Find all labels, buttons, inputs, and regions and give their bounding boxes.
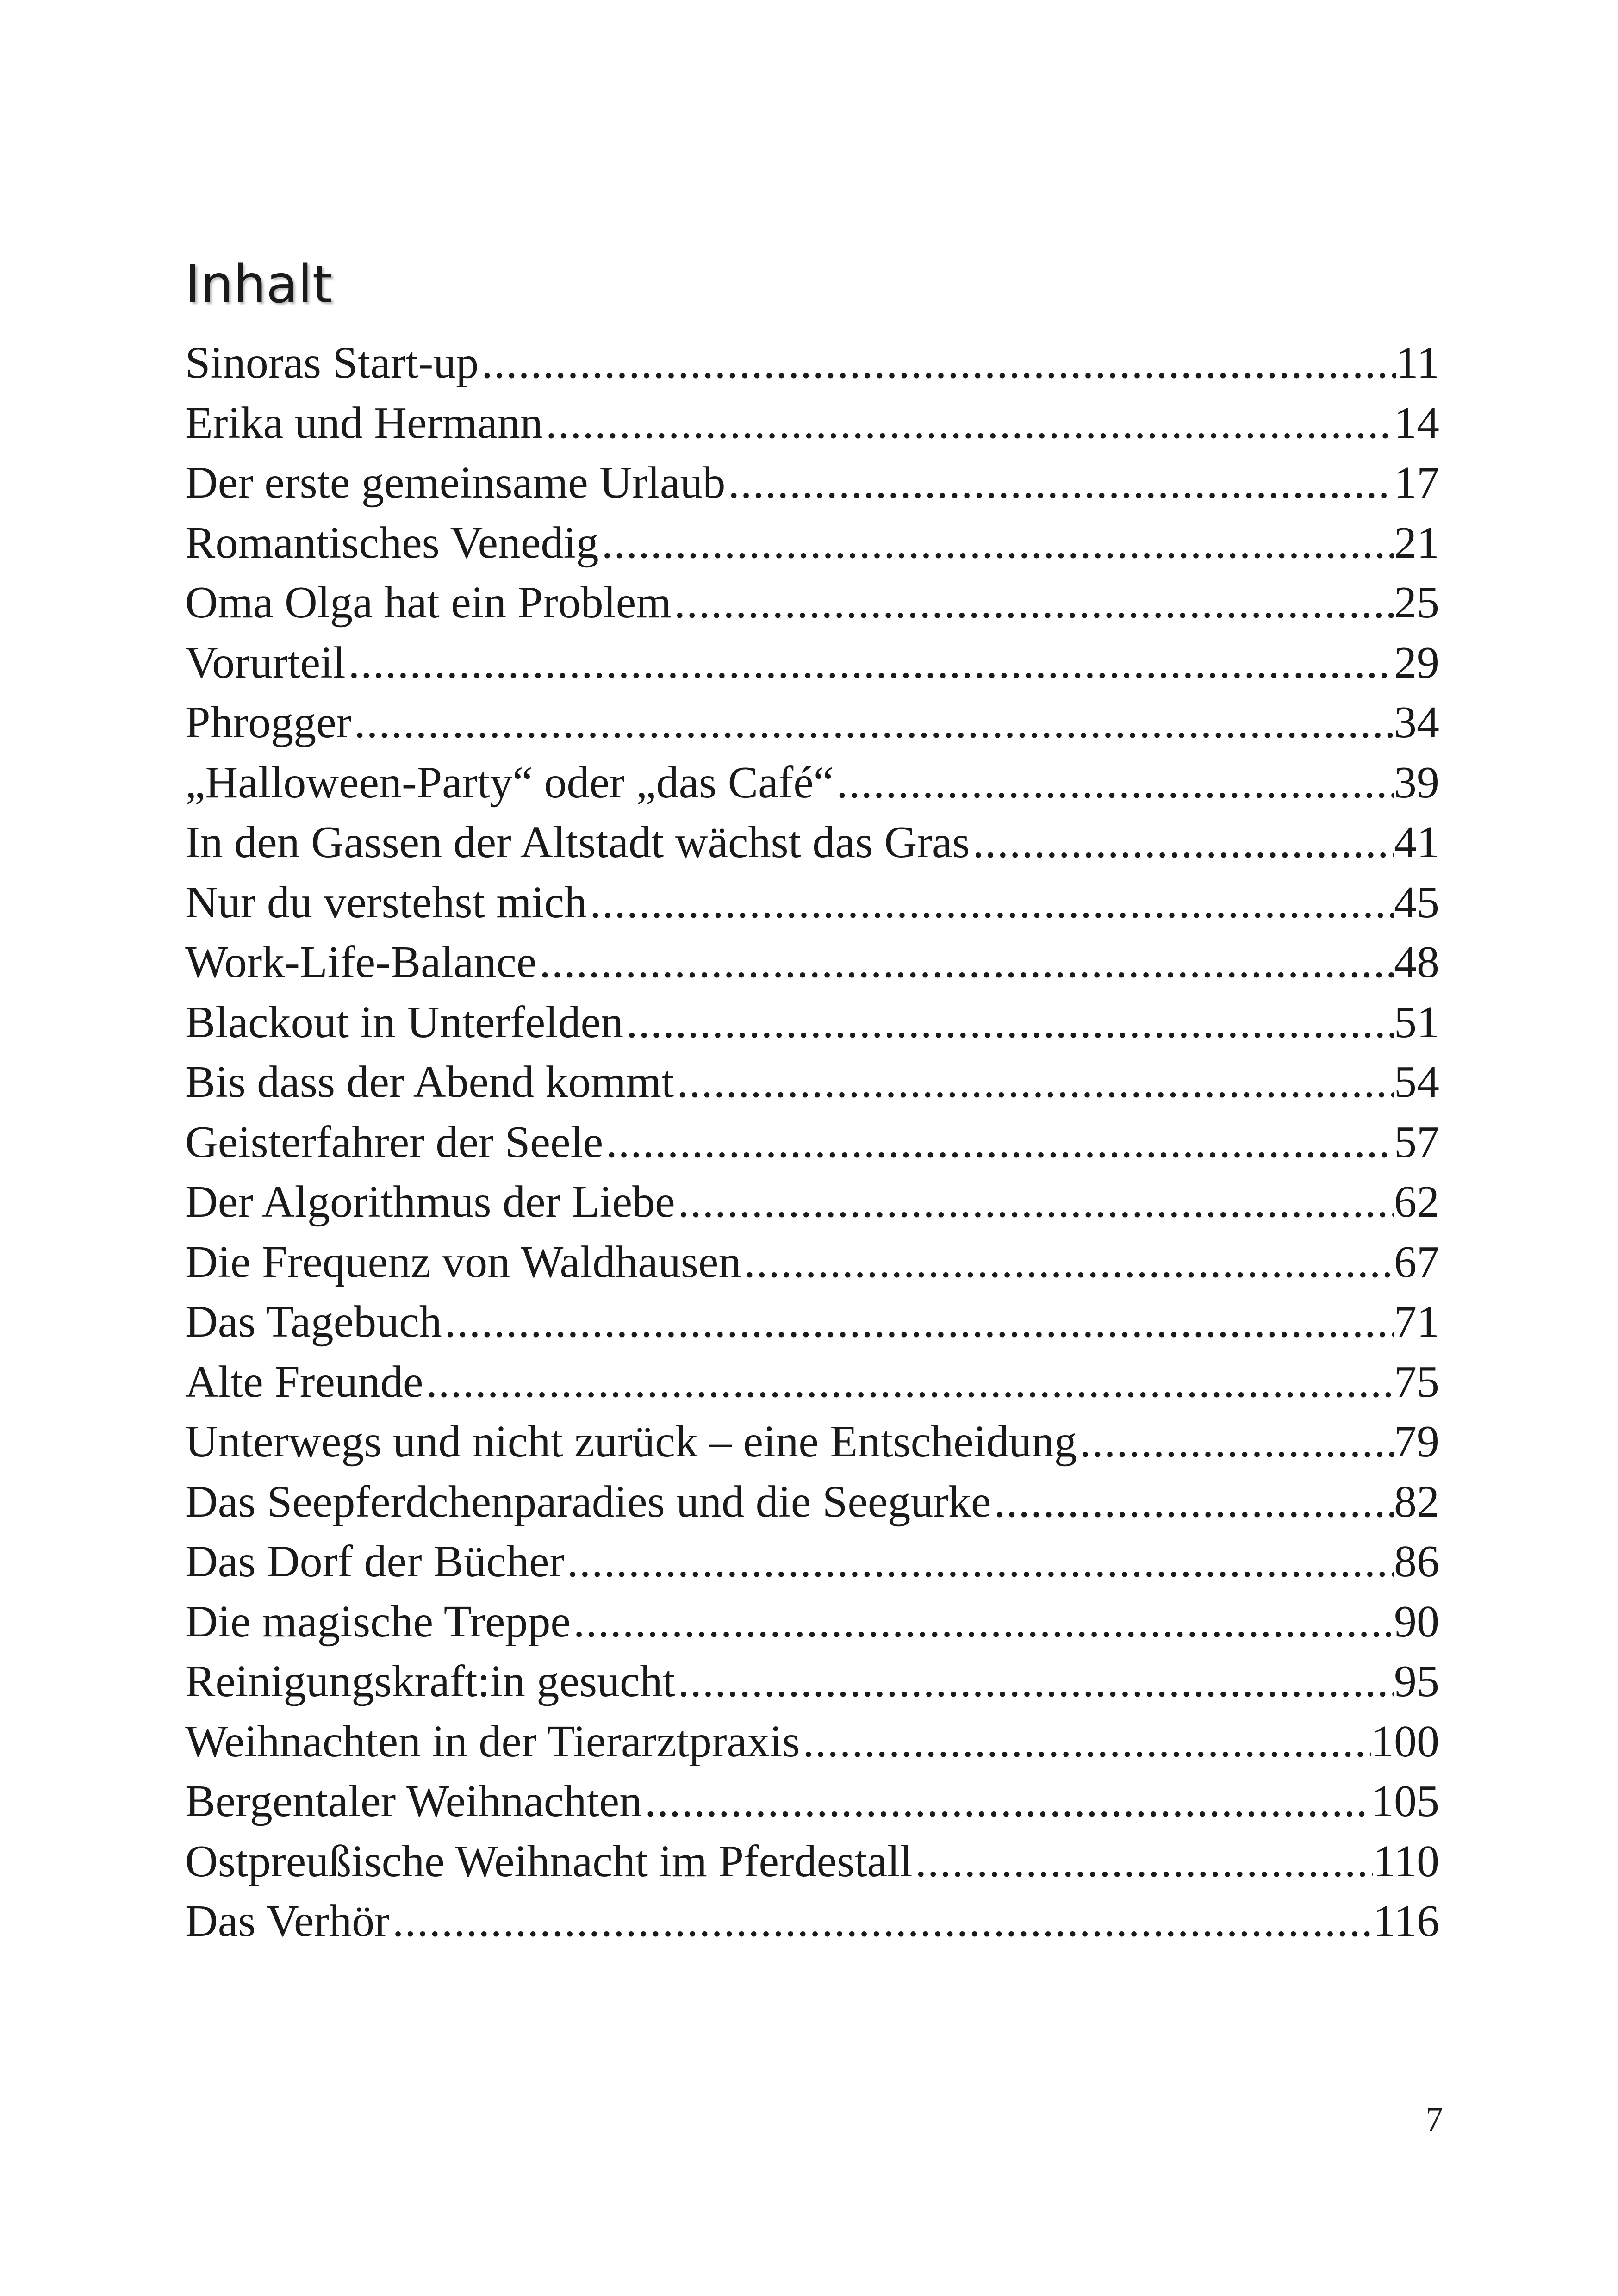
toc-entry xyxy=(185,1592,1439,1652)
toc-entry xyxy=(185,693,1439,753)
toc-entry-title: Reinigungskraft:in gesucht xyxy=(185,1656,675,1706)
toc-entry xyxy=(185,1052,1439,1113)
toc-entry-title: Weihnachten in der Tierarztpraxis xyxy=(185,1716,800,1767)
toc-entry-page: 17 xyxy=(1394,458,1439,508)
toc-entry-page: 25 xyxy=(1394,578,1439,628)
toc-entry xyxy=(185,1232,1439,1293)
toc-entry-title: Vorurteil xyxy=(185,637,346,688)
toc-entry-title: Ostpreußische Weihnacht im Pferdestall xyxy=(185,1836,913,1886)
dot-leader xyxy=(834,753,1394,813)
toc-entry-page: 67 xyxy=(1394,1237,1439,1287)
dot-leader xyxy=(423,1352,1394,1412)
dot-leader xyxy=(725,453,1394,513)
toc-entry xyxy=(185,1412,1439,1472)
toc-entry-title: Das Verhör xyxy=(185,1896,390,1946)
toc-entry-title: Alte Freunde xyxy=(185,1356,423,1407)
page-number: 7 xyxy=(1425,2100,1443,2139)
toc-entry-page: 29 xyxy=(1394,637,1439,688)
toc-entry xyxy=(185,753,1439,813)
toc-entry xyxy=(185,1172,1439,1232)
toc-entry-page: 51 xyxy=(1394,997,1439,1047)
toc-entry xyxy=(185,393,1439,454)
toc-entry-page: 62 xyxy=(1394,1177,1439,1227)
dot-leader xyxy=(675,1172,1394,1232)
toc-entry xyxy=(185,1772,1439,1832)
toc-entry-title: Erika und Hermann xyxy=(185,398,543,448)
toc-entry xyxy=(185,1113,1439,1173)
toc-entry-title: Sinoras Start-up xyxy=(185,338,479,388)
toc-entry-page: 100 xyxy=(1371,1716,1439,1767)
toc-entry-title: „Halloween-Party“ oder „das Café“ xyxy=(185,757,834,808)
toc-entry-title: Bergentaler Weihnachten xyxy=(185,1776,642,1826)
toc-entry xyxy=(185,573,1439,633)
toc-entry-title: Romantisches Venedig xyxy=(185,517,599,568)
dot-leader xyxy=(913,1832,1373,1892)
toc-entry-page: 110 xyxy=(1373,1836,1439,1886)
dot-leader xyxy=(571,1592,1394,1652)
dot-leader xyxy=(564,1532,1394,1592)
toc-entry xyxy=(185,1832,1439,1892)
toc-entry-page: 82 xyxy=(1394,1476,1439,1527)
dot-leader xyxy=(442,1292,1394,1352)
toc-entry xyxy=(185,1532,1439,1592)
toc-entry xyxy=(185,633,1439,693)
toc-entry-page: 39 xyxy=(1394,757,1439,808)
toc-entry-title: Der Algorithmus der Liebe xyxy=(185,1177,675,1227)
dot-leader xyxy=(642,1772,1371,1832)
toc-entry-page: 75 xyxy=(1394,1356,1439,1407)
table-of-contents xyxy=(185,333,1439,1952)
toc-entry-title: Bis dass der Abend kommt xyxy=(185,1057,674,1107)
toc-entry-page: 71 xyxy=(1394,1297,1439,1347)
toc-entry-page: 45 xyxy=(1394,877,1439,927)
toc-entry-title: Work-Life-Balance xyxy=(185,937,537,987)
dot-leader xyxy=(599,513,1394,573)
toc-entry-page: 105 xyxy=(1371,1776,1439,1826)
toc-entry-page: 41 xyxy=(1394,817,1439,867)
toc-entry xyxy=(185,1652,1439,1712)
toc-entry-title: Der erste gemeinsame Urlaub xyxy=(185,458,726,508)
dot-leader xyxy=(536,933,1394,993)
toc-entry-page: 116 xyxy=(1373,1896,1439,1946)
toc-entry-title: Die magische Treppe xyxy=(185,1596,571,1647)
toc-entry xyxy=(185,1712,1439,1772)
dot-leader xyxy=(543,393,1394,454)
dot-leader xyxy=(674,1052,1394,1113)
dot-leader xyxy=(741,1232,1394,1293)
toc-entry xyxy=(185,333,1439,393)
toc-entry xyxy=(185,1892,1439,1952)
toc-entry-page: 79 xyxy=(1394,1417,1439,1467)
toc-entry-page: 34 xyxy=(1394,697,1439,747)
toc-entry-page: 48 xyxy=(1394,937,1439,987)
toc-entry-page: 86 xyxy=(1394,1537,1439,1587)
toc-entry-title: Phrogger xyxy=(185,697,352,747)
dot-leader xyxy=(603,1113,1394,1173)
dot-leader xyxy=(672,573,1394,633)
toc-entry xyxy=(185,813,1439,873)
toc-entry-page: 21 xyxy=(1394,517,1439,568)
dot-leader xyxy=(587,873,1394,933)
toc-entry-page: 14 xyxy=(1394,398,1439,448)
dot-leader xyxy=(991,1472,1394,1532)
toc-entry xyxy=(185,1352,1439,1412)
toc-entry-page: 11 xyxy=(1395,338,1439,388)
toc-entry xyxy=(185,873,1439,933)
toc-entry xyxy=(185,933,1439,993)
dot-leader xyxy=(346,633,1394,693)
dot-leader xyxy=(800,1712,1371,1772)
dot-leader xyxy=(675,1652,1394,1712)
dot-leader xyxy=(1077,1412,1394,1472)
dot-leader xyxy=(623,993,1394,1053)
dot-leader xyxy=(479,333,1395,393)
dot-leader xyxy=(970,813,1394,873)
toc-entry-title: Das Tagebuch xyxy=(185,1297,442,1347)
toc-entry xyxy=(185,513,1439,573)
toc-entry-title: In den Gassen der Altstadt wächst das Gras xyxy=(185,817,970,867)
toc-entry-page: 90 xyxy=(1394,1596,1439,1647)
toc-entry-title: Nur du verstehst mich xyxy=(185,877,587,927)
toc-entry xyxy=(185,1292,1439,1352)
toc-entry-title: Die Frequenz von Waldhausen xyxy=(185,1237,741,1287)
toc-entry xyxy=(185,993,1439,1053)
toc-entry xyxy=(185,1472,1439,1532)
toc-entry xyxy=(185,453,1439,513)
toc-heading: Inhalt xyxy=(185,255,333,315)
toc-entry-title: Geisterfahrer der Seele xyxy=(185,1117,604,1167)
toc-entry-title: Blackout in Unterfelden xyxy=(185,997,624,1047)
toc-entry-page: 57 xyxy=(1394,1117,1439,1167)
toc-entry-title: Das Dorf der Bücher xyxy=(185,1537,565,1587)
toc-entry-title: Oma Olga hat ein Problem xyxy=(185,578,672,628)
toc-entry-title: Das Seepferdchenparadies und die Seegurke xyxy=(185,1476,991,1527)
toc-entry-title: Unterwegs und nicht zurück – eine Entscheidung xyxy=(185,1417,1077,1467)
dot-leader xyxy=(390,1892,1373,1952)
dot-leader xyxy=(351,693,1394,753)
toc-entry-page: 95 xyxy=(1394,1656,1439,1706)
toc-entry-page: 54 xyxy=(1394,1057,1439,1107)
